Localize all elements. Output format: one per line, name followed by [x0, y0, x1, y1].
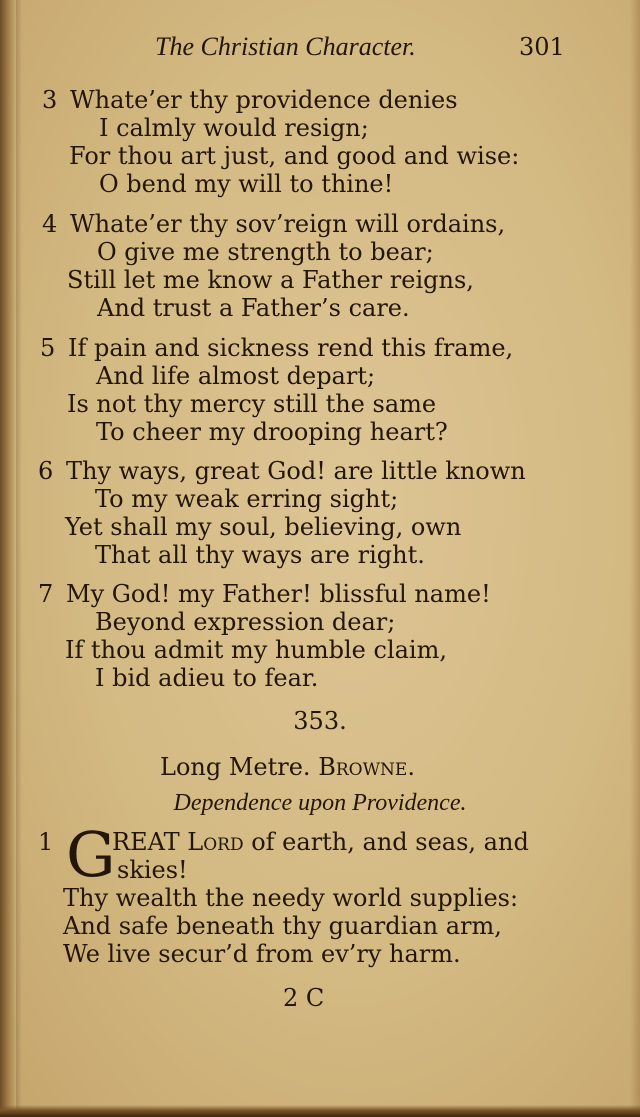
verse-line: O give me strength to bear;: [97, 238, 434, 266]
hymn-subject: Dependence upon Providence.: [173, 790, 467, 816]
printer-signature-mark: 2 C: [283, 984, 325, 1012]
page-number: 301: [519, 33, 565, 61]
verse-line: We live secur’d from ev’ry harm.: [63, 940, 461, 968]
verse-line: I bid adieu to fear.: [95, 664, 319, 692]
hymn-metre-line: [160, 752, 415, 782]
verse-line: Yet shall my soul, believing, own: [65, 513, 462, 541]
hymn-metre: Long Metre.: [160, 753, 311, 781]
book-spine-shadow: [0, 0, 16, 1117]
stanza-number: 3: [42, 86, 58, 114]
verse-line-first: [112, 828, 529, 856]
stanza-number: 5: [40, 334, 56, 362]
verse-line: If thou admit my humble claim,: [65, 636, 447, 664]
hymn-number: 353.: [293, 707, 347, 735]
verse-line: Thy wealth the needy world supplies:: [63, 884, 519, 912]
verse-line: I calmly would resign;: [99, 114, 369, 142]
verse-line: That all thy ways are right.: [95, 541, 425, 569]
page-edge-right: [630, 0, 640, 1117]
verse-line: Beyond expression dear;: [95, 608, 396, 636]
drop-cap: G: [66, 818, 116, 891]
verse-line: Is not thy mercy still the same: [67, 390, 437, 418]
running-title: The Christian Character.: [155, 32, 416, 61]
page-edge-bottom: [0, 1105, 640, 1117]
verse-line: And trust a Father’s care.: [97, 294, 410, 322]
first-line-lord: Lord: [187, 828, 244, 856]
first-line-end: of earth, and seas, and: [251, 828, 529, 856]
verse-line: And life almost depart;: [96, 362, 376, 390]
verse-line: Thy ways, great God! are little known: [66, 457, 526, 485]
verse-line: To cheer my drooping heart?: [96, 418, 448, 446]
verse-line: Whate’er thy sov’reign will ordains,: [70, 210, 506, 238]
verse-line: If pain and sickness rend this frame,: [68, 334, 514, 362]
verse-line: O bend my will to thine!: [99, 170, 394, 198]
stanza-number: 7: [38, 580, 54, 608]
verse-line: For thou art just, and good and wise:: [69, 142, 520, 170]
stanza-number: 1: [38, 828, 54, 856]
verse-line: My God! my Father! blissful name!: [66, 580, 491, 608]
verse-line: skies!: [117, 856, 188, 884]
verse-line: Whate’er thy providence denies: [70, 86, 458, 114]
gutter-shadow: [16, 0, 22, 1117]
first-word-caps: REAT: [112, 828, 180, 856]
hymn-author: Browne.: [318, 753, 415, 781]
verse-line: And safe beneath thy guardian arm,: [63, 912, 502, 940]
stanza-number: 4: [42, 210, 58, 238]
stanza-number: 6: [38, 457, 54, 485]
verse-line: Still let me know a Father reigns,: [67, 266, 474, 294]
verse-line: To my weak erring sight;: [95, 485, 399, 513]
